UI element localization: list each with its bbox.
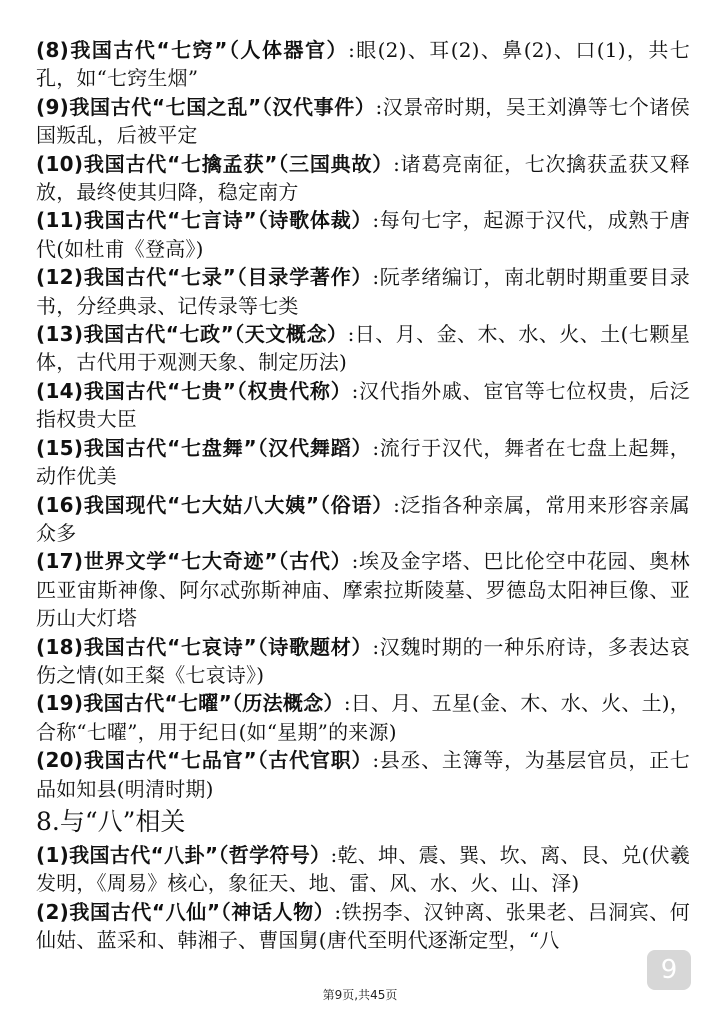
item-body: :汉景帝时期，吴王刘濞等七个诸侯国叛乱，后被平定: [36, 94, 690, 148]
item-body: :乾、坤、震、巽、坎、离、艮、兑(伏羲发明，《周易》核心，象征天、地、雷、风、水、火、山、泽): [36, 842, 690, 896]
list-item: [36, 633, 690, 690]
item-body: :埃及金字塔、巴比伦空中花园、奥林匹亚宙斯神像、阿尔忒弥斯神庙、摩索拉斯陵墓、罗德岛太阳神巨像、亚历山大灯塔: [36, 549, 690, 631]
item-lead: (17)世界文学“七大奇迹”（古代）: [36, 549, 352, 574]
section-heading: 8.与“八”相关: [36, 806, 186, 836]
list-item: [36, 746, 690, 803]
item-body: :汉魏时期的一种乐府诗，多表达哀伤之情(如王粲《七哀诗》): [36, 634, 690, 687]
page-content: [36, 36, 690, 955]
item-body: :泛指各种亲属，常用来形容亲属众多: [36, 492, 690, 545]
list-item: [36, 206, 690, 263]
list-item: [36, 689, 690, 746]
list-item: [36, 320, 690, 377]
item-lead: (20)我国古代“七品官”（古代官职）: [36, 748, 373, 773]
item-body: :眼(2)、耳(2)、鼻(2)、口(1)，共七孔，如“七窍生烟”: [36, 38, 690, 91]
page-footer: 第9页,共45页: [322, 988, 398, 1002]
item-body: :日、月、五星(金、木、水、火、土)，合称“七曜”，用于纪日(如“星期”的来源): [36, 691, 690, 744]
item-lead: (16)我国现代“七大姑八大姨”（俗语）: [36, 492, 394, 517]
item-body: :每句七字，起源于汉代，成熟于唐代(如杜甫《登高》): [36, 208, 690, 261]
item-body: :县丞、主簿等，为基层官员，正七品如知县(明清时期): [36, 748, 690, 801]
item-lead: (8)我国古代“七窍”（人体器官）: [36, 38, 349, 62]
list-item: [36, 263, 690, 320]
list-item: [36, 93, 690, 150]
item-body: :流行于汉代，舞者在七盘上起舞，动作优美: [36, 435, 690, 489]
list-item: [36, 841, 690, 898]
items-list-seven: [36, 36, 690, 803]
item-body: :日、月、金、木、水、火、土(七颗星体，古代用于观测天象、制定历法): [36, 322, 690, 375]
item-body: :铁拐李、汉钟离、张果老、吕洞宾、何仙姑、蓝采和、韩湘子、曹国舅(唐代至明代逐渐定型，“八: [36, 899, 690, 953]
list-item: [36, 491, 690, 548]
page-number-badge: 9: [647, 950, 691, 990]
items-list-eight: [36, 841, 690, 955]
item-lead: (1)我国古代“八卦”（哲学符号）: [36, 842, 331, 867]
item-body: :诸葛亮南征，七次擒获孟获又释放，最终使其归降，稳定南方: [36, 151, 690, 205]
item-lead: (12)我国古代“七录”（目录学著作）: [36, 265, 373, 290]
list-item: [36, 36, 690, 93]
list-item: [36, 898, 690, 955]
item-body: :汉代指外戚、宦官等七位权贵，后泛指权贵大臣: [36, 378, 690, 432]
list-item: [36, 150, 690, 207]
list-item: [36, 377, 690, 434]
item-lead: (19)我国古代“七曜”（历法概念）: [36, 691, 344, 716]
list-item: [36, 434, 690, 491]
item-lead: (9)我国古代“七国之乱”（汉代事件）: [36, 94, 376, 119]
item-lead: (14)我国古代“七贵”（权贵代称）: [36, 378, 352, 403]
item-lead: (10)我国古代“七擒孟获”（三国典故）: [36, 151, 394, 176]
list-item: [36, 547, 690, 632]
item-lead: (15)我国古代“七盘舞”（汉代舞蹈）: [36, 435, 373, 460]
item-lead: (11)我国古代“七言诗”（诗歌体裁）: [36, 208, 373, 233]
item-body: :阮孝绪编订，南北朝时期重要目录书，分经典录、记传录等七类: [36, 265, 690, 318]
item-lead: (2)我国古代“八仙”（神话人物）: [36, 899, 335, 924]
item-lead: (13)我国古代“七政”（天文概念）: [36, 322, 348, 347]
item-lead: (18)我国古代“七哀诗”（诗歌题材）: [36, 634, 373, 659]
